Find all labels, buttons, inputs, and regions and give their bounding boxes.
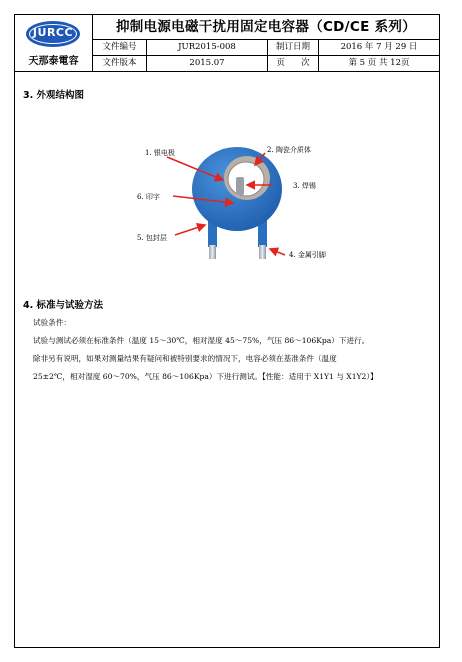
page-value: 第 5 页 共 12页 xyxy=(348,58,410,68)
metal-lead-left xyxy=(209,245,216,259)
date-value: 2016 年 7 月 29 日 xyxy=(340,42,418,52)
version-value: 2015.07 xyxy=(147,56,268,71)
label-silver-electrode: 1. 银电极 xyxy=(145,149,175,157)
label-printing: 6. 印字 xyxy=(137,193,160,201)
test-conditions-line-3: 25±2℃，相对湿度 60～70%，气压 86～106Kpa）下进行测试。【性能：适用于 X1Y1 与 X1Y2）】 xyxy=(33,372,378,381)
header-row-1 xyxy=(93,40,439,56)
metal-lead-right xyxy=(259,245,266,259)
version-label: 文件版本 xyxy=(93,56,147,71)
section-4-heading: 4. 标准与试验方法 xyxy=(23,300,104,311)
document-header xyxy=(15,15,439,72)
solder-joint xyxy=(236,177,244,195)
capacitor-structure-figure xyxy=(115,125,345,265)
test-conditions-title: 试验条件： xyxy=(33,318,71,327)
label-solder: 3. 焊锡 xyxy=(293,182,316,190)
doc-number-label: 文件编号 xyxy=(93,40,147,55)
document-page xyxy=(14,14,440,648)
company-logo xyxy=(26,21,80,47)
company-name: 天那泰電容 xyxy=(28,56,79,67)
test-conditions-line-2: 除非另有说明，如果对测量结果有疑问和被特别要求的情况下，电容必须在基准条件（温度 xyxy=(33,354,337,363)
logo-text: JURCC xyxy=(32,26,74,39)
date-label: 制订日期 xyxy=(268,40,319,55)
company-logo-cell xyxy=(15,15,93,71)
test-conditions-line-1: 试验与测试必须在标准条件（温度 15～30℃，相对湿度 45～75%，气压 86～106Kpa）下进行。 xyxy=(33,336,370,345)
page-label: 页 次 xyxy=(268,56,319,71)
doc-number-value: JUR2015-008 xyxy=(147,40,268,55)
section-3-heading: 3. 外观结构图 xyxy=(23,90,85,101)
label-metal-lead: 4. 金属引脚 xyxy=(289,251,326,259)
label-encapsulation: 5. 包封层 xyxy=(137,234,167,242)
label-ceramic-body: 2. 陶瓷介质体 xyxy=(267,146,311,154)
header-row-2 xyxy=(93,56,439,71)
document-title: 抑制电源电磁干扰用固定电容器（CD/CE 系列） xyxy=(93,15,439,40)
